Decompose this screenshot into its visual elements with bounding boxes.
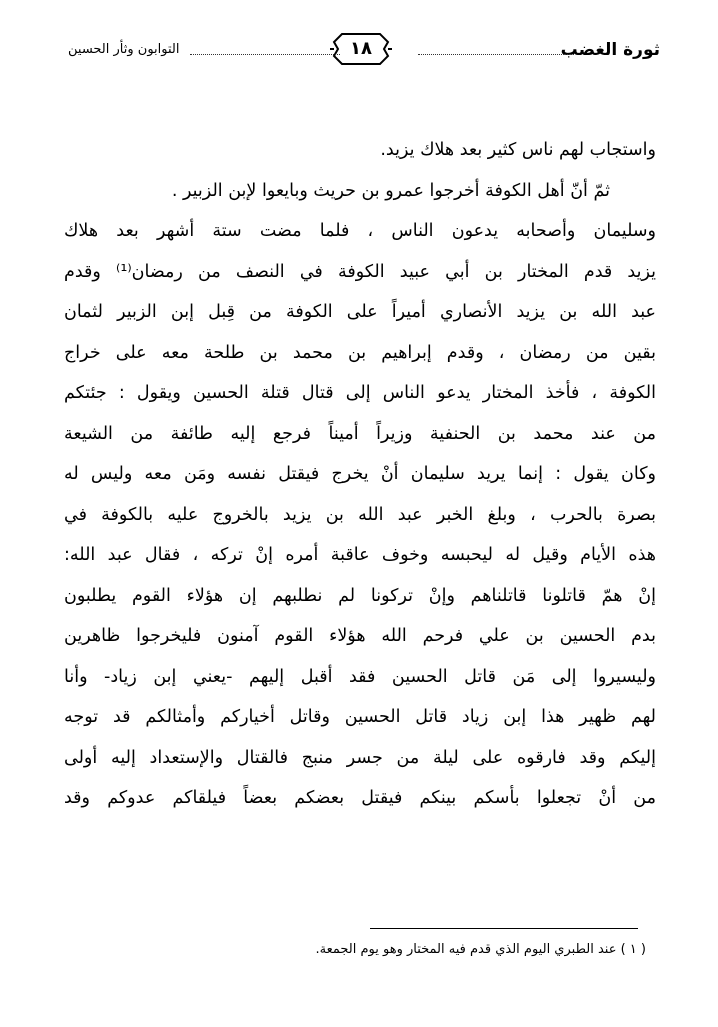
page-number-badge (328, 30, 394, 68)
header-dotted-leader-right (418, 54, 574, 55)
body-line: إنْ همّ قاتلونا قاتلناهم وإنْ تركونا لم نطلبهم إن هؤلاء القوم يطلبون (64, 585, 656, 606)
body-line: وكان يقول : إنما يريد سليمان أنْ يخرج فيقتل نفسه ومَن معه وليس له (64, 464, 656, 484)
chapter-title: التوابون وثأر الحسين (68, 42, 180, 57)
body-line: لهم ظهير هذا إبن زياد قاتل الحسين وقاتل أخياركم وأمثالكم قد توجه (64, 707, 656, 727)
page-number: ١٨ (350, 38, 372, 59)
body-line: هذه الأيام وقيل له ليحبسه وخوف عاقبة أمره إنْ تركه ، فقال عبد الله: (64, 545, 656, 565)
body-line: إليكم وقد فارقوه على ليلة من جسر منبج فالقتال والإستعداد إليه أولى (64, 747, 656, 768)
body-line: الكوفة ، فأخذ المختار يدعو الناس إلى قتال قتلة الحسين ويقول : جئتكم (64, 383, 656, 403)
body-line: وسليمان وأصحابه يدعون الناس ، فلما مضت ستة أشهر بعد هلاك (64, 221, 656, 241)
body-line: بدم الحسين بن علي فرحم الله هؤلاء القوم آمنون فليخرجوا ظاهرين (64, 626, 656, 646)
body-line: عبد الله بن يزيد الأنصاري أميراً على الكوفة من قِبل إبن الزبير لثمان (64, 302, 656, 322)
page-header (68, 30, 660, 70)
body-text (64, 130, 656, 819)
body-line: بقين من رمضان ، وقدم إبراهيم بن محمد بن طلحة معه على خراج (64, 342, 656, 363)
body-line: ثمّ أنّ أهل الكوفة أخرجوا عمرو بن حريث وبايعوا لإبن الزبير . (171, 180, 610, 201)
body-line: يزيد قدم المختار بن أبي عبيد الكوفة في النصف من رمضان⁽¹⁾ وقدم (64, 261, 656, 282)
body-line: وليسيروا إلى مَن قاتل الحسين فقد أقبل إليهم -يعني إبن زياد- وأنا (64, 666, 656, 687)
body-line: من أنْ تجعلوا بأسكم بينكم فيقتل بعضكم بعضاً فيلقاكم عدوكم وقد (64, 788, 656, 808)
header-dotted-leader-left (190, 54, 340, 55)
book-title: ثورة الغضب (560, 40, 660, 60)
footnote: ( ١ ) عند الطبري اليوم الذي قدم فيه المختار وهو يوم الجمعة. (315, 942, 646, 957)
footnote-divider (370, 928, 638, 929)
body-line: من عند محمد بن الحنفية وزيراً أميناً فرجع إليه طائفة من الشيعة (64, 423, 656, 444)
body-line: بصرة بالحرب ، وبلغ الخبر عبد الله بن يزيد بالخروج عليه بالكوفة في (64, 504, 656, 525)
body-line: واستجاب لهم ناس كثير بعد هلاك يزيد. (380, 140, 656, 160)
